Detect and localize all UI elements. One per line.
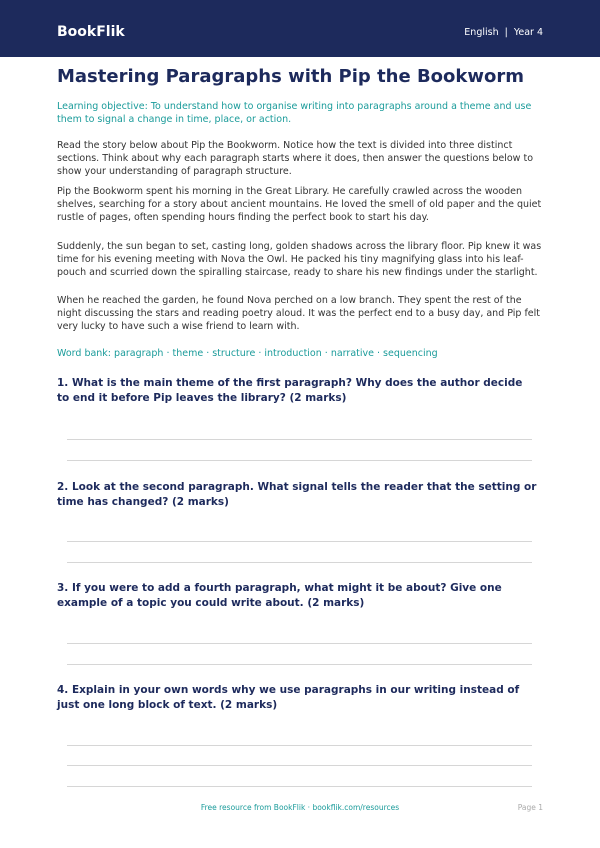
subject-separator: | xyxy=(504,27,508,38)
year-label: Year 4 xyxy=(513,27,543,38)
story-paragraph-1: Pip the Bookworm spent his morning in the Great Library. He carefully crawled across the wooden shelves, searching for a story about ancient mountains. He loved the smell of old paper and the quiet rustle of pages, often spending hours finding the perfect book to start his day. xyxy=(57,186,542,223)
question-2: 2. Look at the second paragraph. What signal tells the reader that the setting or time has changed? (2 marks) xyxy=(57,481,537,508)
subject-label: English xyxy=(464,27,499,38)
question-1: 1. What is the main theme of the first paragraph? Why does the author decide to end it before Pip leaves the library? (2 marks) xyxy=(57,377,523,404)
answer-line-4b[interactable] xyxy=(67,765,532,766)
page-title: Mastering Paragraphs with Pip the Bookworm xyxy=(57,66,525,87)
answer-line-4a[interactable] xyxy=(67,745,532,746)
answer-line-2a[interactable] xyxy=(67,541,532,542)
answer-line-1a[interactable] xyxy=(67,439,532,440)
answer-line-1b[interactable] xyxy=(67,460,532,461)
answer-line-3b[interactable] xyxy=(67,664,532,665)
answer-line-2b[interactable] xyxy=(67,562,532,563)
subject-year-label xyxy=(464,27,543,38)
story-paragraph-2: Suddenly, the sun began to set, casting long, golden shadows across the library floor. Pip knew it was time for his evening meeting with Nova the Owl. He packed his tiny magnifying glass into his leaf-pouch and scurried down the spiralling staircase, ready to share his new findings under the starlight. xyxy=(57,241,542,278)
answer-line-3a[interactable] xyxy=(67,643,532,644)
answer-line-4c[interactable] xyxy=(67,786,532,787)
page-number: Page 1 xyxy=(517,803,543,812)
story-paragraph-3: When he reached the garden, he found Nova perched on a low branch. They spent the rest of the night discussing the stars and reading poetry aloud. It was the perfect end to a busy day, and Pip felt very lucky to have such a wise friend to learn with. xyxy=(57,295,541,332)
learning-objective: Learning objective: To understand how to organise writing into paragraphs around a theme and use them to signal a change in time, place, or action. xyxy=(57,101,532,125)
header-bar xyxy=(0,0,600,57)
question-3: 3. If you were to add a fourth paragraph, what might it be about? Give one example of a topic you could write about. (2 marks) xyxy=(57,582,502,609)
word-bank: Word bank: paragraph · theme · structure · introduction · narrative · sequencing xyxy=(57,348,438,359)
intro-text: Read the story below about Pip the Bookworm. Notice how the text is divided into three distinct sections. Think about why each paragraph starts where it does, then answer the questions below to show your understanding of paragraph structure. xyxy=(57,140,534,177)
brand-logo: BookFlik xyxy=(57,24,125,40)
footer-text: Free resource from BookFlik · bookflik.com/resources xyxy=(200,803,400,812)
question-4: 4. Explain in your own words why we use paragraphs in our writing instead of just one long block of text. (2 marks) xyxy=(57,684,520,711)
